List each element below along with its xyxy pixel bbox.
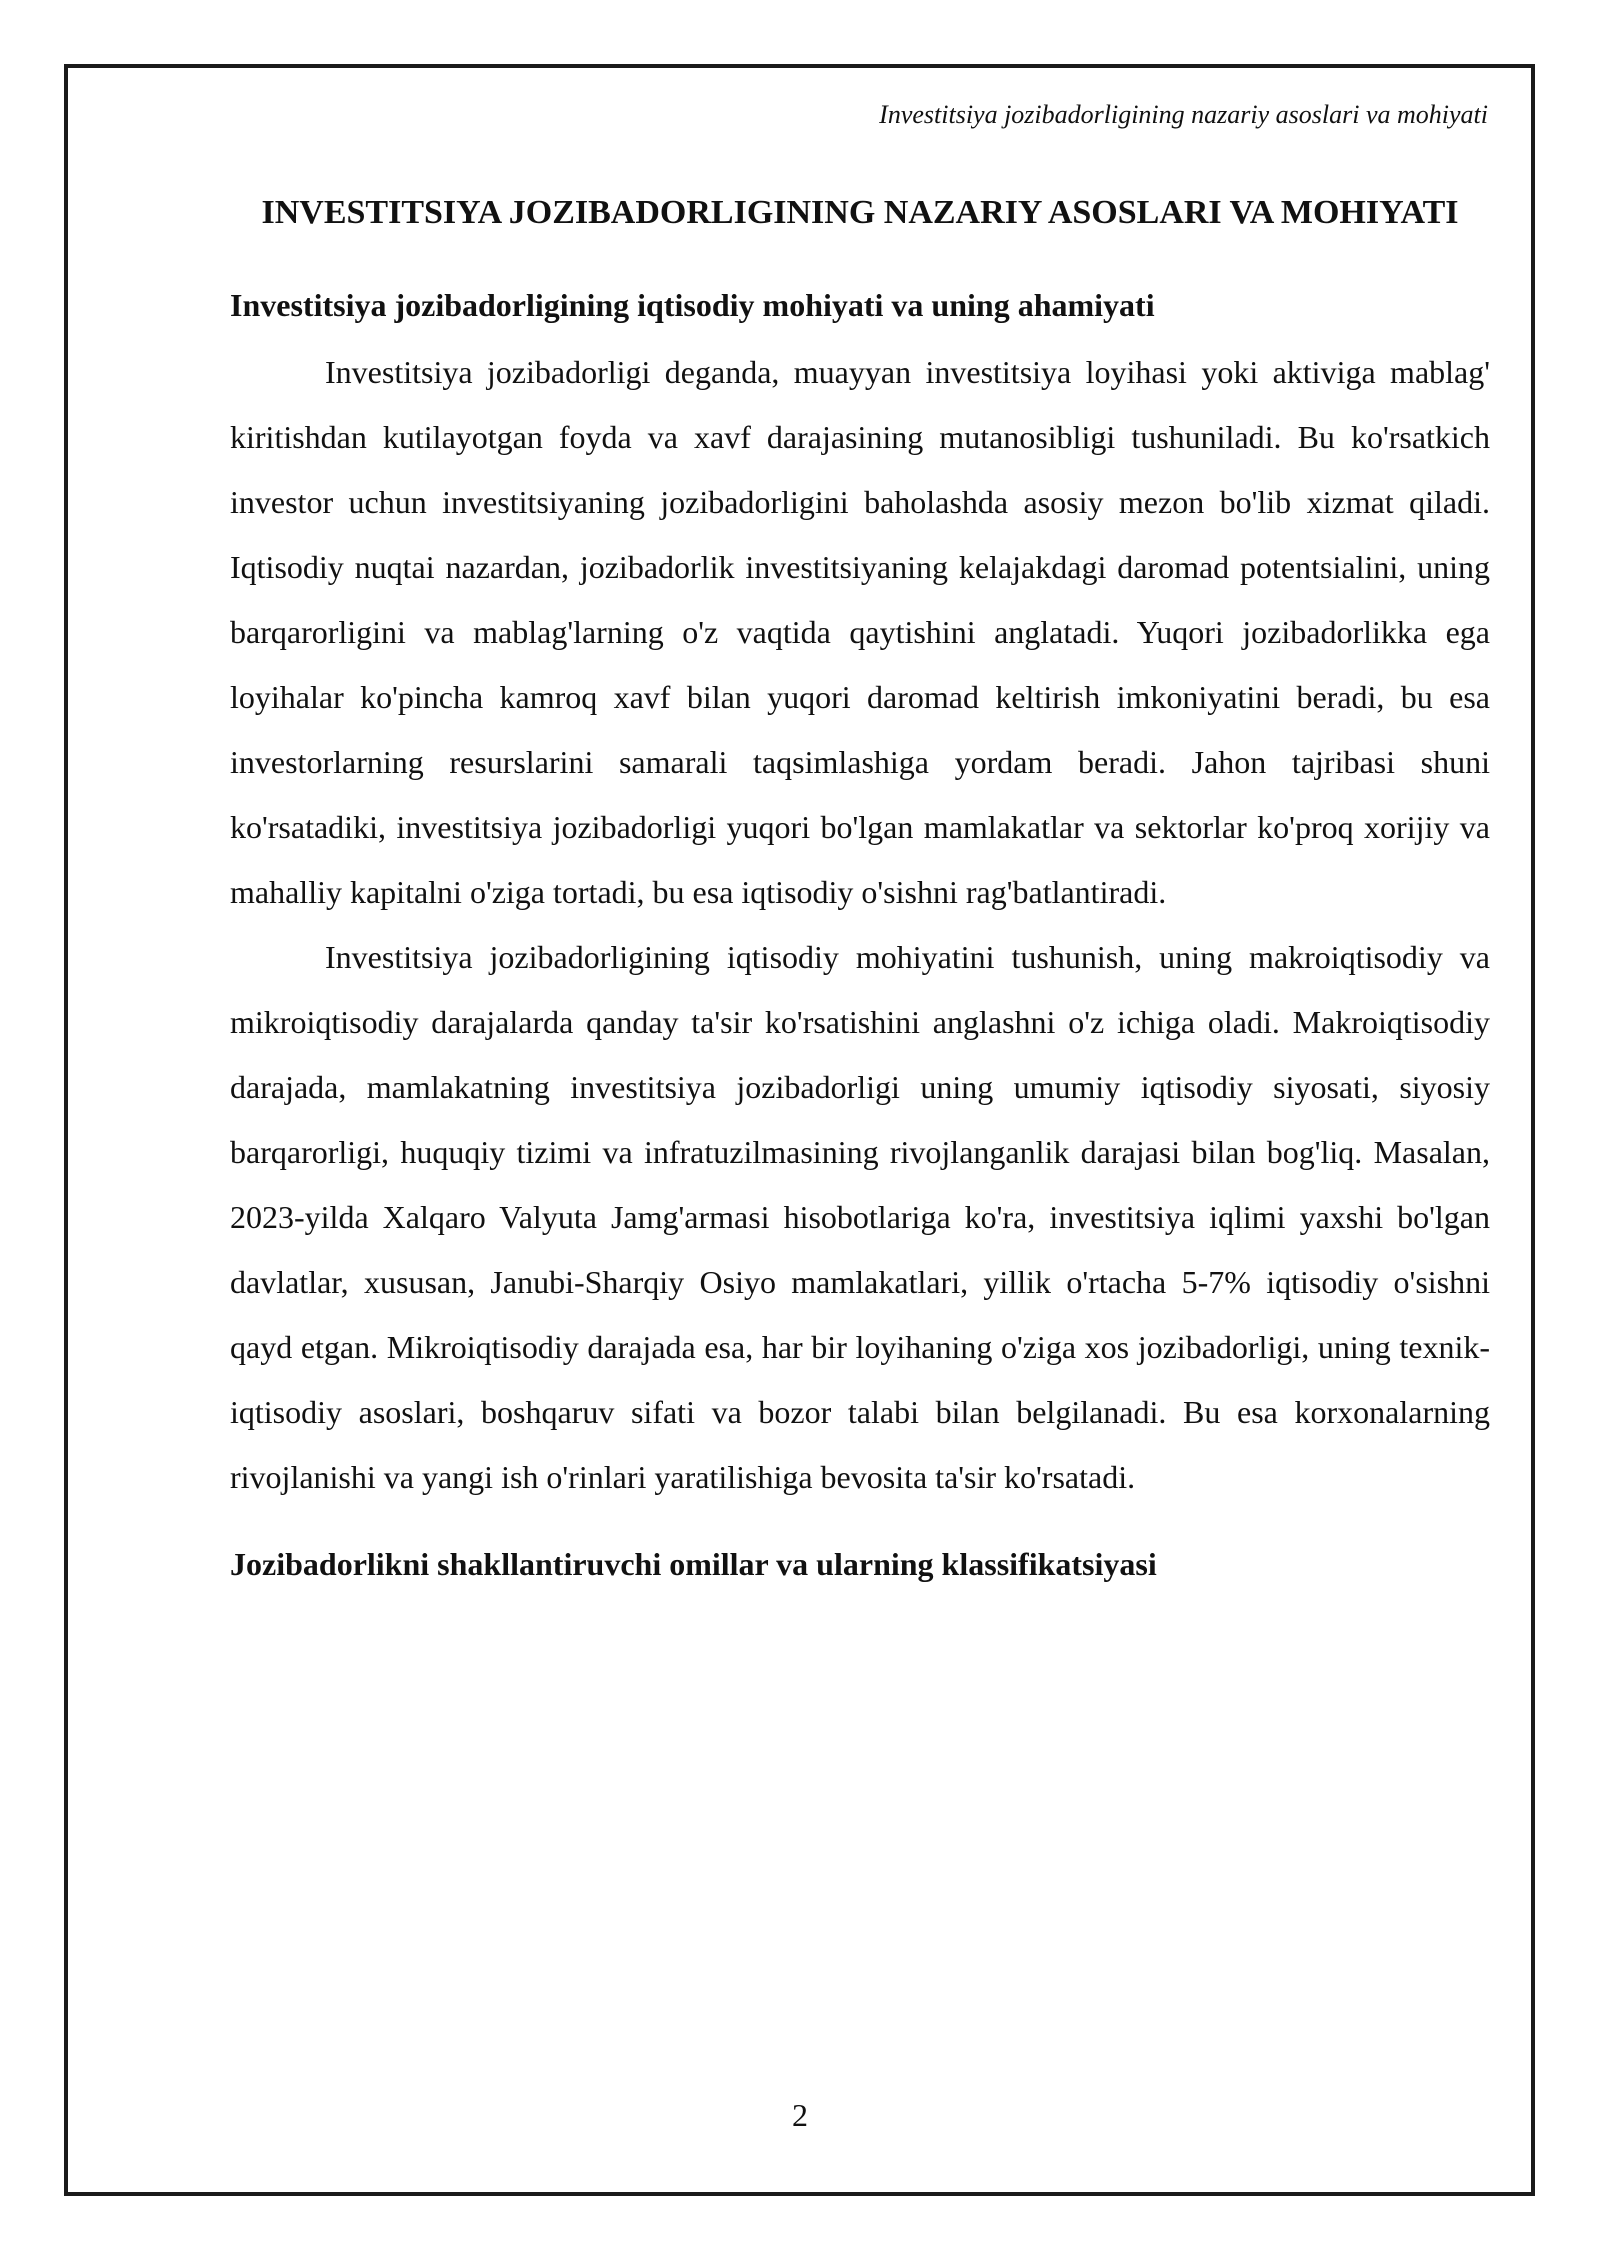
paragraph-definition: Investitsiya jozibadorligi deganda, muayyan investitsiya loyihasi yoki aktiviga mablag' kiritishdan kutilayotgan foyda va xavf darajasining mutanosibligi tushuniladi. Bu ko'rsatkich investor uchun investitsiyaning jozibadorligini baholashda asosiy mezon bo'lib xizmat qiladi. Iqtisodiy nuqtai nazardan, jozibadorlik investitsiyaning kelajakdagi daromad potentsialini, uning barqarorligini va mablag'larning o'z vaqtida qaytishini anglatadi. Yuqori jozibadorlikka ega loyihalar ko'pincha kamroq xavf bilan yuqori daromad keltirish imkoniyatini beradi, bu esa investorlarning resurslarini samarali taqsimlashiga yordam beradi. Jahon tajribasi shuni ko'rsatadiki, investitsiya jozibadorligi yuqori bo'lgan mamlakatlar va sektorlar ko'proq xorijiy va mahalliy kapitalni o'ziga tortadi, bu esa iqtisodiy o'sishni rag'batlantiradi. [230,354,1490,910]
running-header: Investitsiya jozibadorligining nazariy asoslari va mohiyati [879,100,1488,129]
document-title: INVESTITSIYA JOZIBADORLIGINING NAZARIY ASOSLARI VA MOHIYATI [261,194,1459,231]
page-number: 2 [792,2097,808,2133]
paragraph-macro-micro: Investitsiya jozibadorligining iqtisodiy mohiyatini tushunish, uning makroiqtisodiy va mikroiqtisodiy darajalarda qanday ta'sir ko'rsatishini anglashni o'z ichiga oladi. Makroiqtisodiy darajada, mamlakatning investitsiya jozibadorligi uning umumiy iqtisodiy siyosati, siyosiy barqarorligi, huquqiy tizimi va infratuzilmasining rivojlanganlik darajasi bilan bog'liq. Masalan, 2023-yilda Xalqaro Valyuta Jamg'armasi hisobotlariga ko'ra, investitsiya iqlimi yaxshi bo'lgan davlatlar, xususan, Janubi-Sharqiy Osiyo mamlakatlari, yillik o'rtacha 5-7% iqtisodiy o'sishni qayd etgan. Mikroiqtisodiy darajada esa, har bir loyihaning o'ziga xos jozibadorligi, uning texnik-iqtisodiy asoslari, boshqaruv sifati va bozor talabi bilan belgilanadi. Bu esa korxonalarning rivojlanishi va yangi ish o'rinlari yaratilishiga bevosita ta'sir ko'rsatadi. [230,939,1490,1495]
section-heading-economic-essence: Investitsiya jozibadorligining iqtisodiy mohiyati va uning ahamiyati [230,287,1155,323]
document-body [230,180,1490,1584]
section-heading-factors: Jozibadorlikni shakllantiruvchi omillar va ularning klassifikatsiyasi [230,1546,1157,1582]
